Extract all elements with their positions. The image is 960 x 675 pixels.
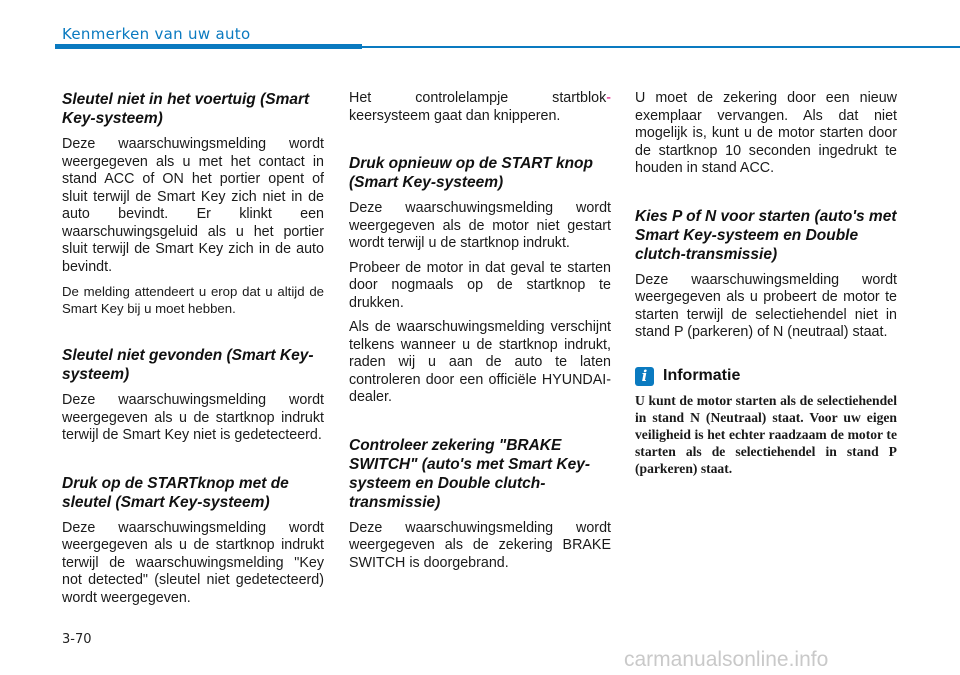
- section-title: Sleutel niet gevonden (Smart Key-systeem): [62, 347, 314, 383]
- column-right: [635, 90, 897, 484]
- paragraph: Als de waarschuwingsmelding verschijnt telkens wanneer u de startknop indrukt, raden wij u aan de auto te laten controleren door een officiële HYUNDAI-dealer.: [349, 319, 611, 405]
- section-title: Druk op de STARTknop met de sleutel (Smart Key-systeem): [62, 474, 289, 511]
- watermark: carmanualsonline.info: [624, 648, 829, 671]
- section-title: Druk opnieuw op de START knop (Smart Key-systeem): [349, 155, 593, 191]
- info-icon: i: [635, 367, 654, 386]
- section-title: Sleutel niet in het voertuig (Smart Key-systeem): [62, 91, 310, 127]
- paragraph: De melding attendeert u erop dat u altijd de Smart Key bij u moet hebben.: [62, 284, 324, 316]
- paragraph: Deze waarschuwingsmelding wordt weergegeven als u de startknop indrukt terwijl de Smart Key niet is gedetecteerd.: [62, 392, 324, 443]
- hyphen: -: [606, 90, 611, 106]
- paragraph: Deze waarschuwingsmelding wordt weergegeven als de motor niet gestart wordt terwijl u de startknop indrukt.: [349, 200, 611, 251]
- section-title: Kies P of N voor starten (auto's met Smart Key-systeem en Double clutch-transmissie): [635, 207, 897, 263]
- column-middle: [349, 90, 611, 579]
- info-box-header: [635, 367, 897, 386]
- section-title: Controleer zekering "BRAKE SWITCH" (auto's met Smart Key-systeem en Double clutch-transmissie): [349, 436, 590, 511]
- paragraph: Probeer de motor in dat geval te starten door nogmaals op de startknop te drukken.: [349, 259, 611, 311]
- paragraph: Deze waarschuwingsmelding wordt weergegeven als de zekering BRAKE SWITCH is doorgebrand.: [349, 519, 611, 571]
- paragraph: Deze waarschuwingsmelding wordt weergegeven als u de startknop indrukt terwijl de waarschuwingsmelding "Key not detected" (sleutel niet gedetecteerd) wordt weergegeven.: [62, 519, 324, 606]
- page-number: 3-70: [62, 632, 92, 647]
- header-rule-thick: [55, 44, 362, 49]
- column-left: [62, 90, 324, 614]
- info-title: Informatie: [663, 367, 741, 384]
- header-title: Kenmerken van uw auto: [62, 25, 251, 43]
- paragraph-part: keersysteem gaat dan knipperen.: [349, 107, 561, 124]
- header-rule-thin: [362, 46, 960, 48]
- paragraph: Deze waarschuwingsmelding wordt weergegeven als u met het contact in stand ACC of ON het portier opent of sluit terwijl de Smart Key zich niet in de auto bevindt. Er klinkt een waarschuwingsgeluid als u het portier sluit terwijl de Smart Key zich in de auto bevindt.: [62, 136, 324, 275]
- paragraph-part: Het controlelampje startblok: [349, 90, 607, 106]
- paragraph: [349, 90, 611, 125]
- info-text: U kunt de motor starten als de selectiehendel in stand N (Neutraal) staat. Voor uw eigen veiligheid is het echter raadzaam de motor te starten als de selectiehendel in stand P (parkeren) staat.: [635, 392, 897, 476]
- paragraph: U moet de zekering door een nieuw exemplaar vervangen. Als dat niet mogelijk is, kunt u de motor starten door de startknop 10 seconden ingedrukt te houden in stand ACC.: [635, 90, 897, 176]
- paragraph: Deze waarschuwingsmelding wordt weergegeven als u probeert de motor te starten terwijl de selectiehendel niet in stand P (parkeren) of N (neutraal) staat.: [635, 271, 897, 340]
